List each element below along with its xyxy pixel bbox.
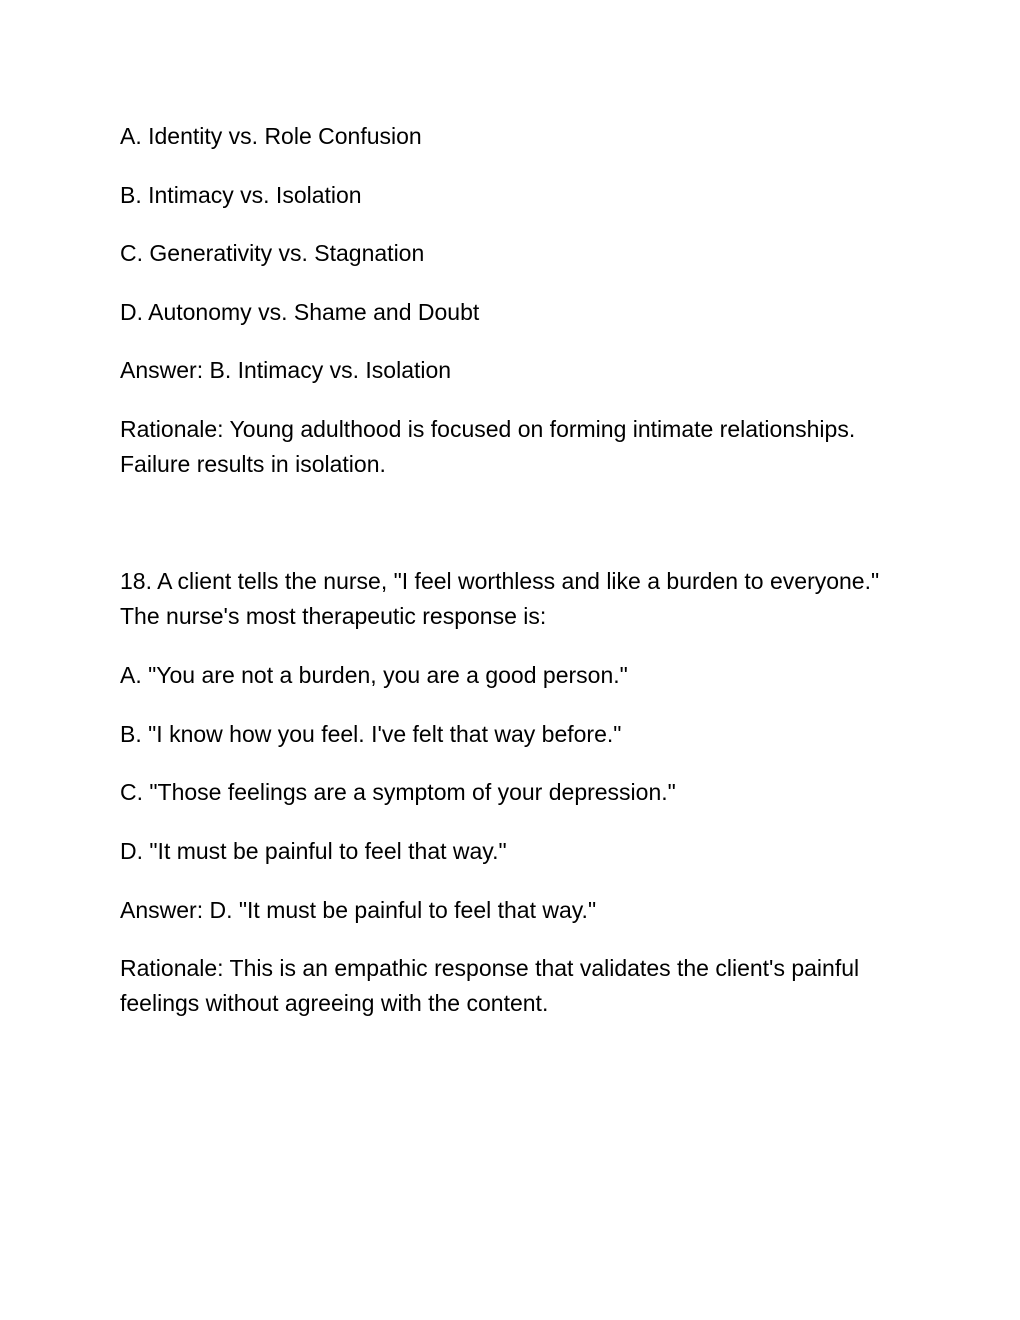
option-c: C. Generativity vs. Stagnation bbox=[120, 240, 425, 266]
option-d: D. Autonomy vs. Shame and Doubt bbox=[120, 299, 480, 325]
option-d: D. "It must be painful to feel that way." bbox=[120, 838, 507, 864]
rationale-text: Rationale: Young adulthood is focused on forming intimate relationships. Failure results in isolation. bbox=[120, 416, 856, 477]
option-b: B. "I know how you feel. I've felt that way before." bbox=[120, 721, 622, 747]
option-a: A. "You are not a burden, you are a good person." bbox=[120, 662, 628, 688]
option-c: C. "Those feelings are a symptom of your depression." bbox=[120, 779, 676, 805]
answer-line: Answer: D. "It must be painful to feel that way." bbox=[120, 897, 597, 923]
question-stem: 18. A client tells the nurse, "I feel worthless and like a burden to everyone." The nurse's most therapeutic response is: bbox=[120, 568, 880, 629]
option-a: A. Identity vs. Role Confusion bbox=[120, 123, 422, 149]
answer-line: Answer: B. Intimacy vs. Isolation bbox=[120, 357, 452, 383]
option-b: B. Intimacy vs. Isolation bbox=[120, 182, 362, 208]
rationale-text: Rationale: This is an empathic response that validates the client's painful feelings without agreeing with the content. bbox=[120, 955, 860, 1016]
